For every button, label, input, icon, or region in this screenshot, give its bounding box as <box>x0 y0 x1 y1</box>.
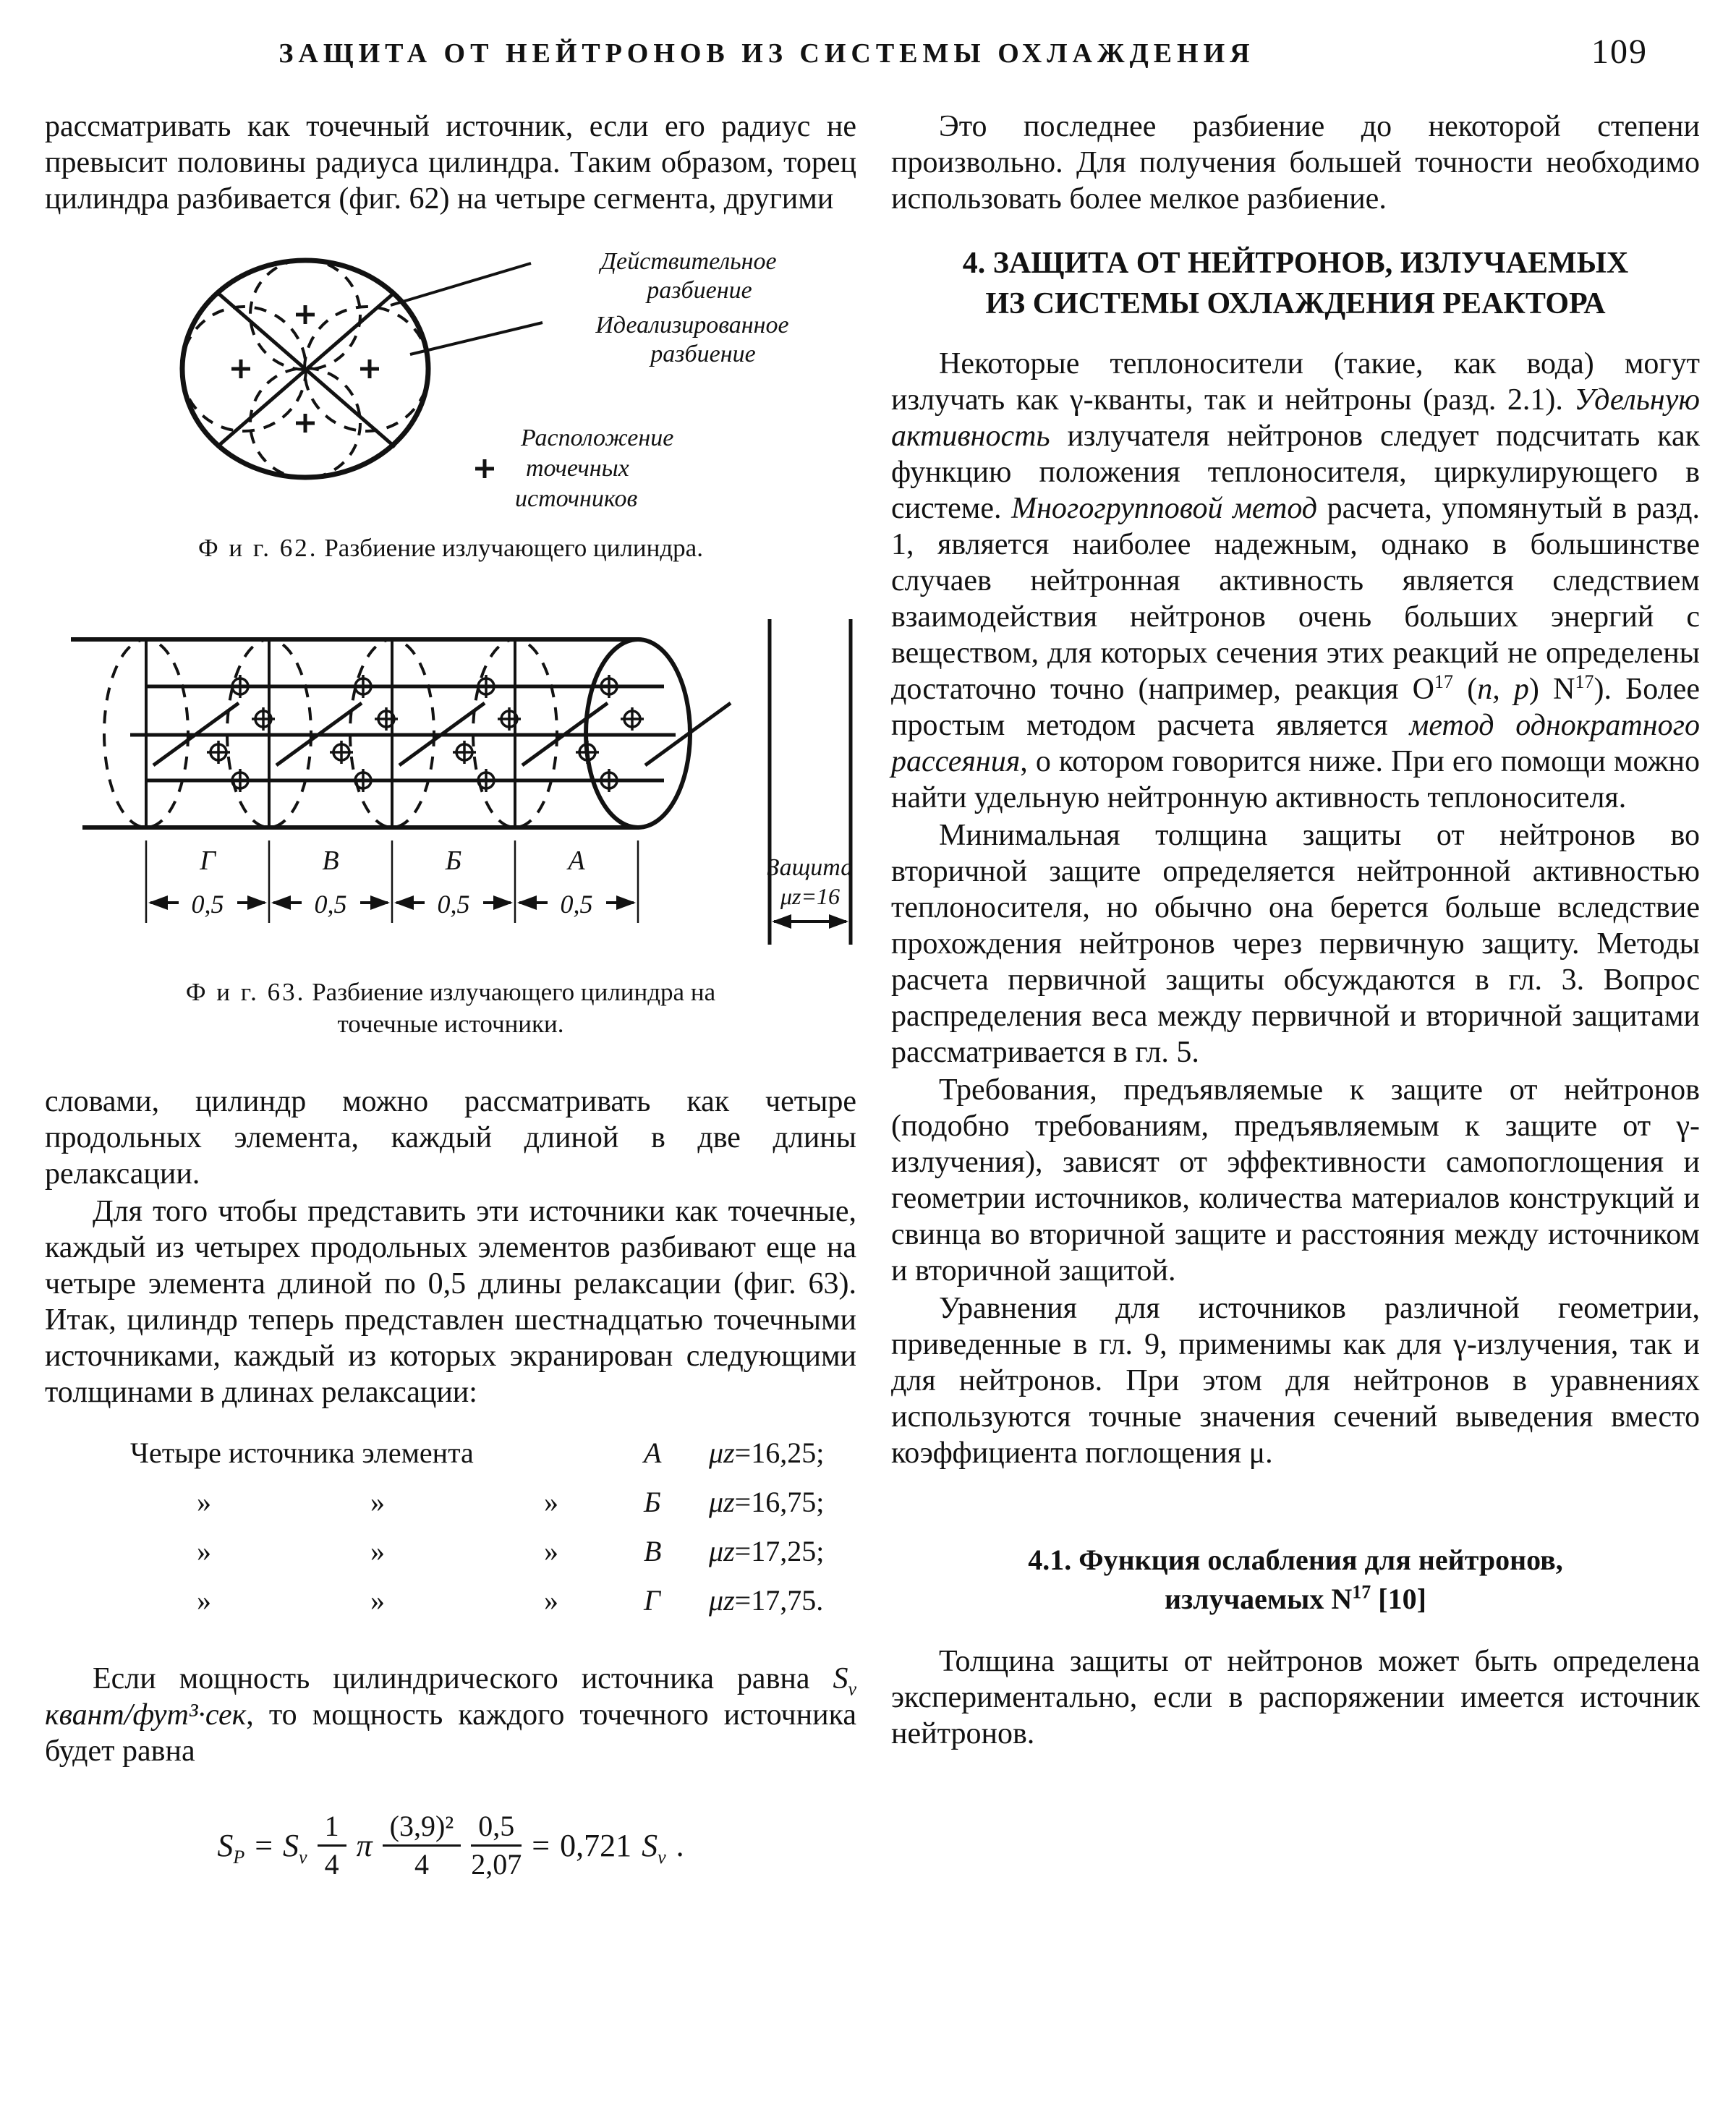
paragraph: Если мощность цилиндрического источника равна $S_\nu$ квант/фут³·сек, то мощность каждого точечного источника будет равна <box>45 1662 856 1768</box>
mu-z-value: μz=16,75; <box>709 1486 825 1518</box>
figure-62-drawing <box>45 239 856 514</box>
legend-plus-mark <box>475 459 494 478</box>
fig62-label-points-line1: Расположение <box>521 425 674 451</box>
figure-62-caption <box>140 532 762 564</box>
formula-sv: $S_\nu$ <box>283 1827 307 1868</box>
equals-sign: = <box>532 1827 550 1863</box>
pi-symbol: π <box>356 1827 373 1863</box>
section-4-1-heading <box>891 1541 1700 1619</box>
ditto-mark: » <box>544 1486 558 1518</box>
caption-text: Разбиение излучающего цилиндра на точечные источники. <box>312 978 716 1038</box>
dim-label: 0,5 <box>560 890 593 919</box>
paragraph: Требования, предъявляемые к защите от нейтронов (подобно требованиям, предъявляемым к защите от γ-излучения), зависят от эффективности самопоглощения и геометрии источников, количества материалов конструкций и свинца во вторичной защите и расстояния между источником и вторичной защитой. <box>891 1073 1700 1287</box>
paragraph: Уравнения для источников различной геометрии, приведенные в гл. 9, применимы как для γ-излучения, так и для нейтронов. При этом для нейтронов в уравнениях используются точные значения сечений выведения вместо коэффициента поглощения μ. <box>891 1292 1700 1470</box>
fig62-label-ideal-line2: разбиение <box>650 341 756 367</box>
right-column <box>891 108 1700 1753</box>
section-4-heading-line1: 4. ЗАЩИТА ОТ НЕЙТРОНОВ, ИЗЛУЧАЕМЫХ <box>962 247 1629 280</box>
paragraph: Для того чтобы представить эти источники как точечные, каждый из четырех продольных элементов разбивают еще на четыре элемента длиной по 0,5 длины релаксации (фиг. 63). Итак, цилиндр теперь представлен шестнадцатью точечными источниками, каждый из которых экранирован следующими толщинами в длинах релаксации: <box>45 1195 856 1409</box>
ditto-mark: » <box>544 1535 558 1567</box>
ditto-mark: » <box>370 1486 385 1518</box>
ditto-mark: » <box>370 1584 385 1617</box>
dim-label: 0,5 <box>437 890 470 919</box>
left-column <box>45 108 856 1881</box>
caption-label: Ф и г. 62. <box>198 534 318 562</box>
row-phrase: Четыре источника элемента <box>130 1436 474 1469</box>
section-label: А <box>568 846 585 876</box>
section-label: Б <box>445 846 462 876</box>
paragraph: Толщина защиты от нейтронов может быть определена экспериментально, если в распоряжении имеется источник нейтронов. <box>891 1645 1700 1750</box>
element-letter: В <box>644 1535 662 1567</box>
section-4-1-heading-line1: 4.1. Функция ослабления для нейтронов, <box>1028 1544 1563 1576</box>
fraction-quarter: $\frac{1}{4}$ <box>318 1810 346 1881</box>
paragraph: словами, цилиндр можно рассматривать как четыре продольных элемента, каждый длиной в две длины релаксации. <box>45 1085 856 1191</box>
element-letter: Б <box>644 1486 661 1518</box>
paragraph: Некоторые теплоносители (такие, как вода) могут излучать как γ-кванты, так и нейтроны (разд. 2.1). Удельную активность излучателя нейтронов следует подсчитать как функцию положения теплоносителя, циркулирующего в системе. Многогрупповой метод расчета, упомянутый в разд. 1, является наиболее надежным, однако в большинстве случаев нейтронная активность является следствием взаимодействия нейтронов очень больших энергий с веществом, для которых сечения этих реакций не определены достаточно точно (например, реакция $O^{17}$ (n, p) $N^{17}$). Более простым методом расчета является метод однократного рассеяния, о котором говорится ниже. При его помощи можно найти удельную нейтронную активность теплоносителя. <box>891 347 1700 814</box>
section-4-heading <box>891 243 1700 324</box>
ditto-mark: » <box>370 1535 385 1567</box>
element-letter: А <box>644 1436 662 1469</box>
paragraph: Минимальная толщина защиты от нейтронов во вторичной защите определяется нейтронной активностью теплоносителя, но обычно она берется больше вследствие прохождения нейтронов через первичную защиту. Методы расчета первичной защиты обсуждаются в гл. 3. Вопрос распределения веса между первичной и вторичной защитами рассматривается в гл. 5. <box>891 819 1700 1069</box>
caption-label: Ф и г. 63. <box>185 978 306 1006</box>
section-4-heading-line2: ИЗ СИСТЕМЫ ОХЛАЖДЕНИЯ РЕАКТОРА <box>985 287 1606 320</box>
element-letter: Г <box>644 1584 660 1617</box>
figure-62 <box>45 239 856 564</box>
figure-63 <box>45 610 856 1040</box>
page-number: 109 <box>1591 33 1648 71</box>
equals-sign: = <box>255 1827 273 1863</box>
fig62-label-real-line2: разбиение <box>647 277 752 304</box>
section-label: Г <box>200 846 216 876</box>
period: . <box>676 1827 684 1863</box>
point-source-formula <box>45 1810 856 1881</box>
ditto-mark: » <box>544 1584 558 1617</box>
ditto-mark: » <box>197 1535 211 1567</box>
paragraph: Это последнее разбиение до некоторой степени произвольно. Для получения большей точности необходимо использовать более мелкое разбиение. <box>891 110 1700 216</box>
fraction-length: $\frac{0,5}{2,07}$ <box>471 1810 522 1881</box>
formula-lhs: $S_P$ <box>217 1827 245 1868</box>
mu-z-value: μz=16,25; <box>709 1436 825 1469</box>
ditto-mark: » <box>197 1584 211 1617</box>
shield-label: Защита <box>767 854 854 881</box>
figure-63-drawing <box>45 610 856 958</box>
fig62-label-points-line3: источников <box>515 485 638 512</box>
ditto-mark: » <box>197 1486 211 1518</box>
caption-text: Разбиение излучающего цилиндра. <box>324 534 703 562</box>
mu-z-value: μz=17,75. <box>709 1584 824 1617</box>
dim-label: 0,5 <box>314 890 347 919</box>
formula-result: 0,721 <box>560 1827 632 1863</box>
fig62-label-points-line2: точечных <box>526 455 629 482</box>
section-label: В <box>322 846 339 876</box>
dim-label: 0,5 <box>191 890 224 919</box>
mu-z-value: μz=17,25; <box>709 1535 825 1567</box>
fraction-radius: $\frac{\text{(3,9)²}}{4}$ <box>383 1810 461 1881</box>
formula-sv2: $S_\nu$ <box>642 1827 666 1868</box>
figure-63-caption <box>140 976 762 1040</box>
fig62-label-ideal-line1: Идеализированное <box>595 312 789 339</box>
running-head: ЗАЩИТА ОТ НЕЙТРОНОВ ИЗ СИСТЕМЫ ОХЛАЖДЕНИЯ <box>278 38 1255 69</box>
section-4-1-heading-line2: излучаемых $N^{17}$ [10] <box>1165 1581 1426 1615</box>
shield-thickness-label: μz=16 <box>780 883 841 909</box>
fig62-label-real-line1: Действительное <box>600 248 777 275</box>
paragraph: рассматривать как точечный источник, если его радиус не превысит половины радиуса цилиндра. Таким образом, торец цилиндра разбивается (фиг. 62) на четыре сегмента, другими <box>45 110 856 216</box>
source-table <box>45 1435 856 1629</box>
